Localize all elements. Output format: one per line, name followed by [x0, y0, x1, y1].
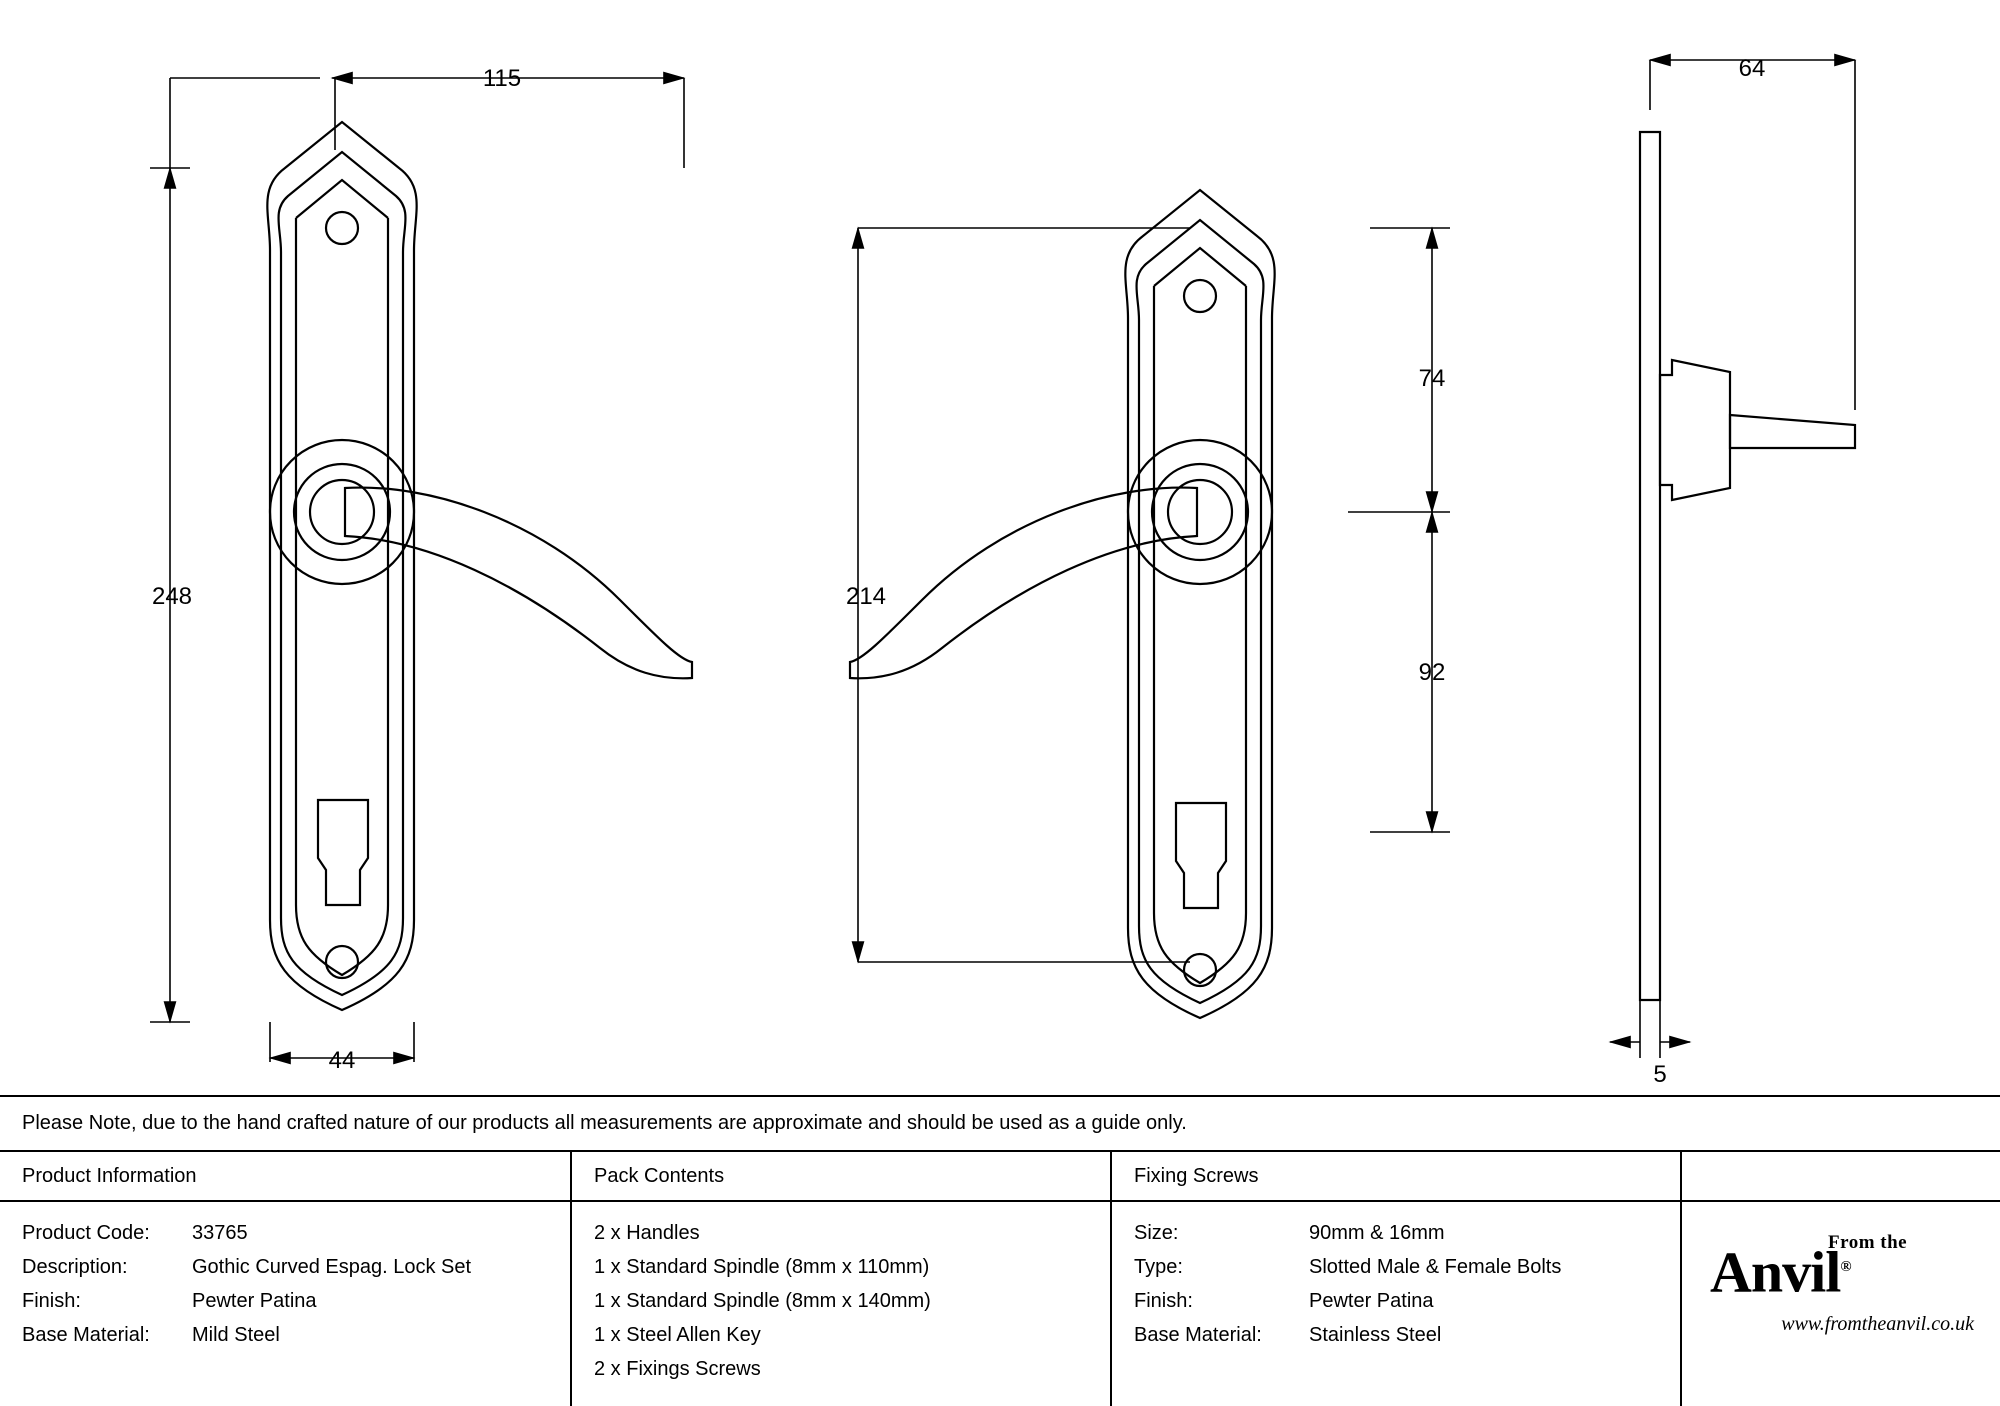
screw-size-key: Size:: [1134, 1222, 1179, 1244]
table-header-row: [0, 1152, 2000, 1202]
base-material-row: [22, 1318, 570, 1352]
product-code-value: 33765: [192, 1222, 248, 1244]
dim-label-214: 214: [845, 583, 887, 610]
list-item: 2 x Fixings Screws: [594, 1358, 761, 1380]
product-code-key: Product Code:: [22, 1222, 150, 1244]
brand-logo-cell: [1682, 1202, 2000, 1406]
logo-url: www.fromtheanvil.co.uk: [1781, 1313, 1974, 1336]
information-table: [0, 1095, 2000, 1406]
header-fixing-screws: Fixing Screws: [1112, 1152, 1682, 1200]
dim-label-74: 74: [1418, 365, 1446, 392]
dim-label-44: 44: [328, 1047, 356, 1074]
description-key: Description:: [22, 1256, 128, 1278]
table-body-row: [0, 1202, 2000, 1406]
finish-key: Finish:: [22, 1290, 81, 1312]
note-text: Please Note, due to the hand crafted nature of our products all measurements are approximate and should be used as a guide only.: [22, 1112, 1187, 1134]
screw-type-key: Type:: [1134, 1256, 1183, 1278]
screw-type-value: Slotted Male & Female Bolts: [1309, 1256, 1562, 1278]
screw-finish-key: Finish:: [1134, 1290, 1193, 1312]
description-value: Gothic Curved Espag. Lock Set: [192, 1256, 472, 1278]
finish-row: [22, 1284, 570, 1318]
screw-finish-value: Pewter Patina: [1309, 1290, 1434, 1312]
logo-top-text: From the: [1828, 1232, 1908, 1253]
list-item: 2 x Handles: [594, 1222, 700, 1244]
screw-base-material-key: Base Material:: [1134, 1324, 1262, 1346]
dim-label-248: 248: [151, 583, 193, 610]
base-material-value: Mild Steel: [192, 1324, 280, 1346]
finish-value: Pewter Patina: [192, 1290, 317, 1312]
list-item: 1 x Steel Allen Key: [594, 1324, 761, 1346]
description-row: [22, 1250, 570, 1284]
pack-contents-cell: [572, 1202, 1112, 1406]
dim-label-64: 64: [1738, 55, 1766, 82]
header-product-information: Product Information: [0, 1152, 572, 1200]
product-code-row: [22, 1216, 570, 1250]
screw-finish-row: [1134, 1284, 1680, 1318]
screw-base-material-value: Stainless Steel: [1309, 1324, 1442, 1346]
fixing-screws-cell: [1112, 1202, 1682, 1406]
registered-trademark-icon: ®: [1840, 1259, 1851, 1275]
list-item: 1 x Standard Spindle (8mm x 110mm): [594, 1256, 930, 1278]
screw-size-value: 90mm & 16mm: [1309, 1222, 1445, 1244]
base-material-key: Base Material:: [22, 1324, 150, 1346]
dim-label-5: 5: [1653, 1061, 1667, 1088]
dim-label-115: 115: [482, 65, 522, 92]
product-information-cell: [0, 1202, 572, 1406]
list-item: 1 x Standard Spindle (8mm x 140mm): [594, 1290, 931, 1312]
screw-size-row: [1134, 1216, 1680, 1250]
brand-logo: [1710, 1224, 1974, 1341]
note-row: [0, 1097, 2000, 1152]
screw-base-material-row: [1134, 1318, 1680, 1352]
header-pack-contents: Pack Contents: [572, 1152, 1112, 1200]
dim-label-92: 92: [1418, 659, 1446, 686]
logo-name-text: Anvil: [1710, 1239, 1841, 1305]
screw-type-row: [1134, 1250, 1680, 1284]
header-logo-cell: [1682, 1152, 2000, 1200]
